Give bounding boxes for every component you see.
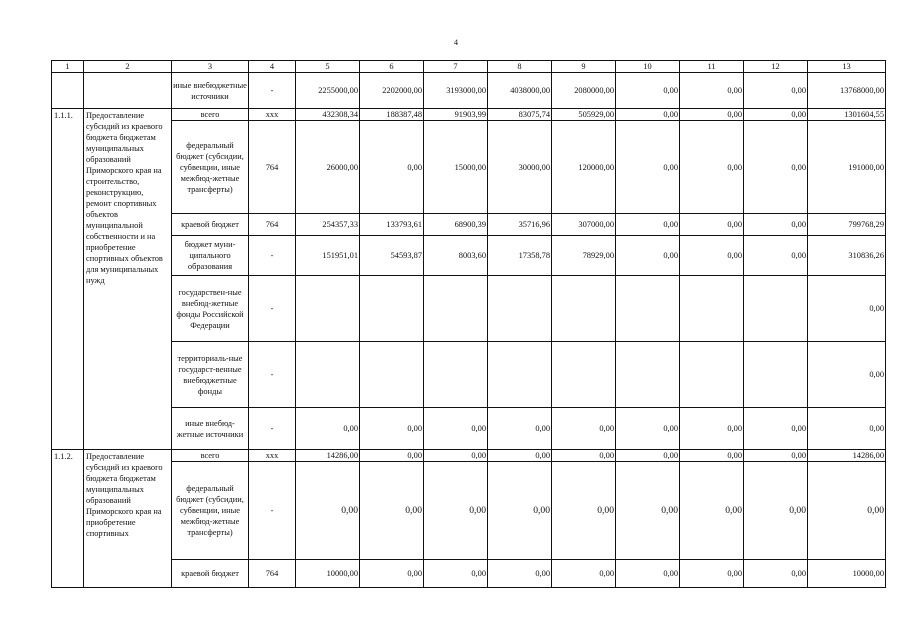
code-cell: 764 xyxy=(249,121,296,214)
value-cell: 35716,96 xyxy=(488,214,552,236)
value-cell xyxy=(424,342,488,408)
table-row xyxy=(52,342,886,408)
value-cell xyxy=(616,276,680,342)
value-cell: 0,00 xyxy=(360,121,424,214)
value-cell: 0,00 xyxy=(744,462,808,560)
value-cell: 0,00 xyxy=(616,214,680,236)
value-cell xyxy=(680,342,744,408)
value-cell: 505929,00 xyxy=(552,109,616,121)
header-cell: 3 xyxy=(172,61,249,73)
value-cell: 2202000,00 xyxy=(360,73,424,109)
value-cell: 10000,00 xyxy=(296,560,360,588)
funding-source-cell: федеральный бюджет (субсидии, субвенции, иные межбюд-жетные трансферты) xyxy=(172,462,249,560)
funding-source-cell: территориаль-ные государст-венные внебюджетные фонды xyxy=(172,342,249,408)
code-cell: 764 xyxy=(249,214,296,236)
table-row xyxy=(52,214,886,236)
value-cell xyxy=(680,276,744,342)
value-cell xyxy=(360,276,424,342)
row-name-cell: Предоставление субсидий из краевого бюджета бюджетам муниципальных образований Приморского края на приобретение спортивных xyxy=(84,450,172,588)
value-cell: 14286,00 xyxy=(808,450,886,462)
value-cell: 0,00 xyxy=(744,450,808,462)
value-cell: 0,00 xyxy=(680,462,744,560)
funding-source-cell: бюджет муни-ципального образования xyxy=(172,236,249,276)
header-cell: 2 xyxy=(84,61,172,73)
code-cell: - xyxy=(249,73,296,109)
value-cell: 0,00 xyxy=(360,462,424,560)
value-cell: 0,00 xyxy=(296,462,360,560)
value-cell: 91903,99 xyxy=(424,109,488,121)
row-name-cell xyxy=(84,73,172,109)
value-cell: 0,00 xyxy=(424,450,488,462)
table-row xyxy=(52,450,886,462)
value-cell: 0,00 xyxy=(488,462,552,560)
value-cell: 0,00 xyxy=(424,408,488,450)
value-cell: 0,00 xyxy=(552,450,616,462)
value-cell: 799768,29 xyxy=(808,214,886,236)
value-cell: 26000,00 xyxy=(296,121,360,214)
value-cell: 0,00 xyxy=(680,236,744,276)
value-cell: 30000,00 xyxy=(488,121,552,214)
value-cell: 133793,61 xyxy=(360,214,424,236)
value-cell: 0,00 xyxy=(616,109,680,121)
value-cell: 0,00 xyxy=(552,462,616,560)
value-cell: 4038000,00 xyxy=(488,73,552,109)
table-row xyxy=(52,121,886,214)
value-cell: 0,00 xyxy=(616,408,680,450)
funding-source-cell: иные внебюджетные источники xyxy=(172,73,249,109)
funding-source-cell: краевой бюджет xyxy=(172,560,249,588)
code-cell: - xyxy=(249,276,296,342)
value-cell: 0,00 xyxy=(808,276,886,342)
value-cell xyxy=(552,342,616,408)
value-cell: 0,00 xyxy=(744,109,808,121)
value-cell: 0,00 xyxy=(488,560,552,588)
value-cell: 0,00 xyxy=(424,462,488,560)
header-cell: 4 xyxy=(249,61,296,73)
value-cell: 0,00 xyxy=(680,560,744,588)
table-row xyxy=(52,276,886,342)
value-cell: 0,00 xyxy=(616,73,680,109)
code-cell: xxx xyxy=(249,109,296,121)
table-row xyxy=(52,236,886,276)
value-cell: 0,00 xyxy=(680,408,744,450)
value-cell xyxy=(616,342,680,408)
page-number: 4 xyxy=(454,38,458,47)
header-cell: 5 xyxy=(296,61,360,73)
code-cell: 764 xyxy=(249,560,296,588)
table-row xyxy=(52,560,886,588)
value-cell xyxy=(552,276,616,342)
table-row xyxy=(52,408,886,450)
value-cell: 0,00 xyxy=(680,121,744,214)
header-cell: 6 xyxy=(360,61,424,73)
funding-source-cell: государствен-ные внебюд-жетные фонды Российской Федерации xyxy=(172,276,249,342)
value-cell: 254357,33 xyxy=(296,214,360,236)
value-cell: 0,00 xyxy=(680,450,744,462)
value-cell: 191000,00 xyxy=(808,121,886,214)
row-name-cell: Предоставление субсидий из краевого бюджета бюджетам муниципальных образований Приморского края на строительство, реконструкцию, ремонт спортивных объектов муниципальной собственности и на приобретение спортивных объектов для муниципальных нужд xyxy=(84,109,172,450)
value-cell: 0,00 xyxy=(680,109,744,121)
value-cell: 2255000,00 xyxy=(296,73,360,109)
value-cell: 0,00 xyxy=(488,408,552,450)
value-cell: 0,00 xyxy=(616,560,680,588)
funding-source-cell: федеральный бюджет (субсидии, субвенции, иные межбюд-жетные трансферты) xyxy=(172,121,249,214)
value-cell: 0,00 xyxy=(552,560,616,588)
value-cell xyxy=(744,276,808,342)
value-cell: 15000,00 xyxy=(424,121,488,214)
value-cell xyxy=(296,276,360,342)
row-number-cell: 1.1.2. xyxy=(52,450,84,588)
header-cell: 1 xyxy=(52,61,84,73)
row-number-cell xyxy=(52,73,84,109)
funding-source-cell: краевой бюджет xyxy=(172,214,249,236)
value-cell: 0,00 xyxy=(616,462,680,560)
code-cell: - xyxy=(249,462,296,560)
table-row xyxy=(52,462,886,560)
value-cell: 83075,74 xyxy=(488,109,552,121)
funding-source-cell: всего xyxy=(172,450,249,462)
table-row xyxy=(52,73,886,109)
value-cell: 0,00 xyxy=(744,73,808,109)
budget-table xyxy=(51,60,886,588)
value-cell: 17358,78 xyxy=(488,236,552,276)
value-cell: 310836,26 xyxy=(808,236,886,276)
value-cell xyxy=(296,342,360,408)
value-cell: 0,00 xyxy=(616,450,680,462)
code-cell: - xyxy=(249,236,296,276)
value-cell: 1301604,55 xyxy=(808,109,886,121)
value-cell: 0,00 xyxy=(744,236,808,276)
code-cell: xxx xyxy=(249,450,296,462)
funding-source-cell: иные внебюд-жетные источники xyxy=(172,408,249,450)
value-cell: 0,00 xyxy=(808,408,886,450)
value-cell: 10000,00 xyxy=(808,560,886,588)
value-cell: 0,00 xyxy=(616,121,680,214)
column-number-row xyxy=(52,61,886,73)
row-number-cell: 1.1.1. xyxy=(52,109,84,450)
value-cell: 432308,34 xyxy=(296,109,360,121)
value-cell: 0,00 xyxy=(360,408,424,450)
header-cell: 11 xyxy=(680,61,744,73)
value-cell xyxy=(488,342,552,408)
header-cell: 12 xyxy=(744,61,808,73)
value-cell xyxy=(488,276,552,342)
value-cell: 0,00 xyxy=(680,214,744,236)
value-cell: 0,00 xyxy=(552,408,616,450)
value-cell: 0,00 xyxy=(808,342,886,408)
value-cell: 0,00 xyxy=(744,560,808,588)
value-cell: 13768000,00 xyxy=(808,73,886,109)
value-cell: 0,00 xyxy=(488,450,552,462)
value-cell xyxy=(744,342,808,408)
value-cell: 0,00 xyxy=(616,236,680,276)
value-cell: 120000,00 xyxy=(552,121,616,214)
header-cell: 8 xyxy=(488,61,552,73)
value-cell: 0,00 xyxy=(744,214,808,236)
value-cell: 188387,48 xyxy=(360,109,424,121)
value-cell: 54593,87 xyxy=(360,236,424,276)
value-cell: 2080000,00 xyxy=(552,73,616,109)
value-cell: 0,00 xyxy=(680,73,744,109)
value-cell: 68900,39 xyxy=(424,214,488,236)
value-cell: 14286,00 xyxy=(296,450,360,462)
code-cell: - xyxy=(249,408,296,450)
value-cell: 3193000,00 xyxy=(424,73,488,109)
value-cell: 0,00 xyxy=(360,560,424,588)
value-cell: 78929,00 xyxy=(552,236,616,276)
value-cell: 0,00 xyxy=(808,462,886,560)
header-cell: 7 xyxy=(424,61,488,73)
value-cell xyxy=(424,276,488,342)
value-cell: 151951,01 xyxy=(296,236,360,276)
value-cell: 307000,00 xyxy=(552,214,616,236)
code-cell: - xyxy=(249,342,296,408)
value-cell: 0,00 xyxy=(744,408,808,450)
header-cell: 9 xyxy=(552,61,616,73)
value-cell: 0,00 xyxy=(744,121,808,214)
value-cell: 0,00 xyxy=(360,450,424,462)
header-cell: 13 xyxy=(808,61,886,73)
value-cell: 0,00 xyxy=(424,560,488,588)
table-row xyxy=(52,109,886,121)
value-cell: 0,00 xyxy=(296,408,360,450)
funding-source-cell: всего xyxy=(172,109,249,121)
value-cell: 8003,60 xyxy=(424,236,488,276)
header-cell: 10 xyxy=(616,61,680,73)
value-cell xyxy=(360,342,424,408)
